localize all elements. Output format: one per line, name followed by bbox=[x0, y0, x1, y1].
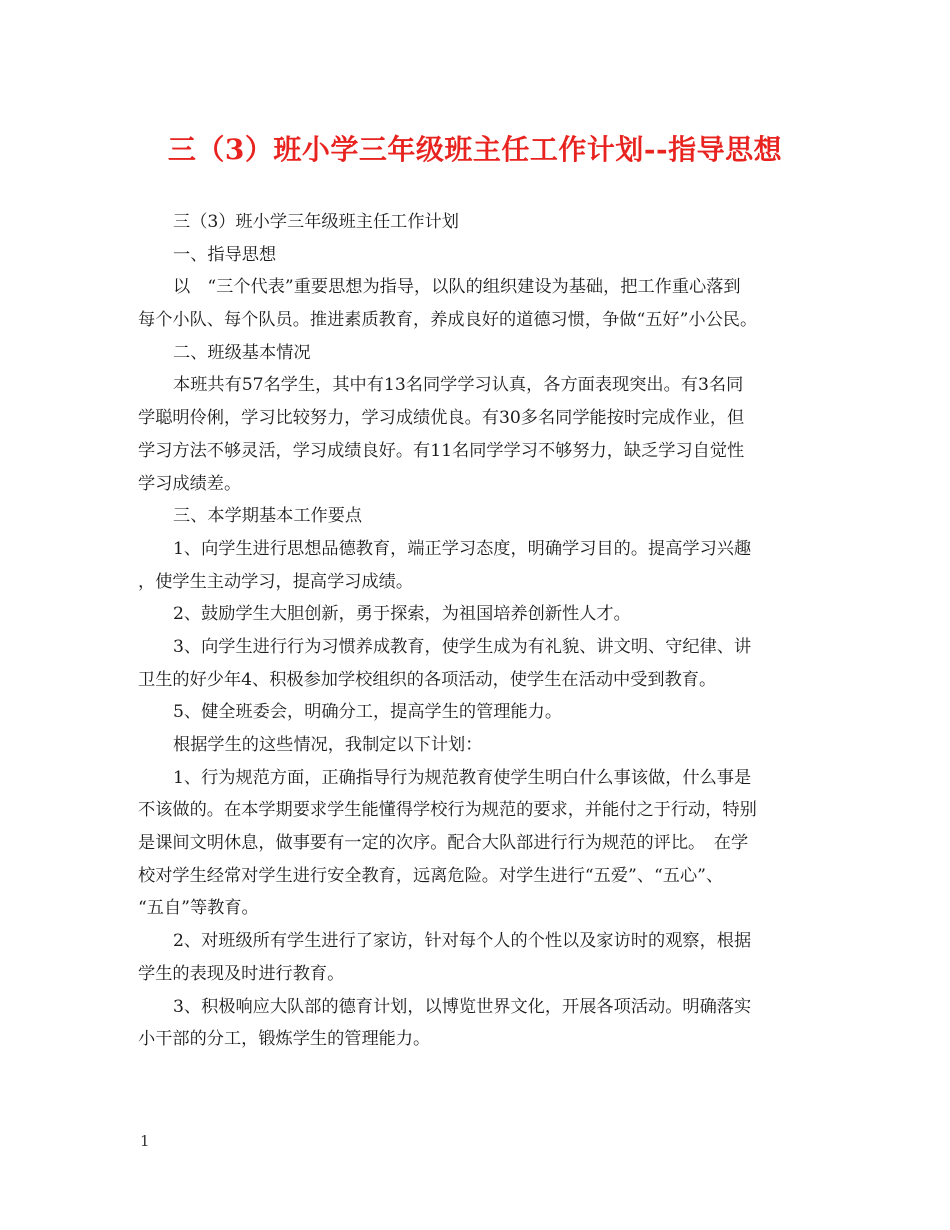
paragraph-line: 5、健全班委会，明确分工，提高学生的管理能力。 bbox=[173, 702, 563, 723]
paragraph-line: 小干部的分工，锻炼学生的管理能力。 bbox=[138, 1029, 431, 1050]
paragraph-line: 本班共有57名学生，其中有13名同学学习认真，各方面表现突出。有3名同 bbox=[173, 375, 744, 396]
paragraph-line: 每个小队、每个队员。推进素质教育，养成良好的道德习惯，争做“五好”小公民。 bbox=[138, 310, 758, 331]
paragraph-line: 以 “三个代表”重要思想为指导，以队的组织建设为基础，把工作重心落到 bbox=[173, 277, 741, 298]
paragraph-line: 学聪明伶俐，学习比较努力，学习成绩优良。有30多名同学能按时完成作业，但 bbox=[138, 408, 745, 429]
section-heading: 一、指导思想 bbox=[173, 244, 277, 265]
paragraph-line: ，使学生主动学习，提高学习成绩。 bbox=[138, 571, 414, 592]
paragraph-line: 校对学生经常对学生进行安全教育，远离危险。对学生进行“五爱”、“五心”、 bbox=[138, 865, 724, 886]
paragraph-line: “五自”等教育。 bbox=[138, 898, 259, 919]
paragraph-line: 学习成绩差。 bbox=[138, 473, 242, 494]
paragraph-line: 不该做的。在本学期要求学生能懂得学校行为规范的要求，并能付之于行动，特别 bbox=[138, 800, 757, 821]
document-body bbox=[138, 206, 818, 1056]
section-heading: 三、本学期基本工作要点 bbox=[173, 506, 363, 527]
document-title: 三（3）班小学三年级班主任工作计划--指导思想 bbox=[167, 133, 783, 166]
paragraph-line: 1、行为规范方面，正确指导行为规范教育使学生明白什么事该做，什么事是 bbox=[173, 767, 752, 788]
paragraph-line: 2、鼓励学生大胆创新，勇于探索，为祖国培养创新性人才。 bbox=[173, 604, 631, 625]
paragraph-line: 2、对班级所有学生进行了家访，针对每个人的个性以及家访时的观察，根据 bbox=[173, 931, 752, 952]
paragraph-line: 学习方法不够灵活，学习成绩良好。有11名同学学习不够努力，缺乏学习自觉性 bbox=[138, 440, 745, 461]
page-number: 1 bbox=[140, 1132, 150, 1150]
paragraph-line: 3、积极响应大队部的德育计划，以博览世界文化，开展各项活动。明确落实 bbox=[173, 996, 752, 1017]
paragraph-line: 学生的表现及时进行教育。 bbox=[138, 963, 345, 984]
section-heading: 二、班级基本情况 bbox=[173, 342, 311, 363]
paragraph-line: 三（3）班小学三年级班主任工作计划 bbox=[173, 212, 459, 232]
paragraph-line: 3、向学生进行行为习惯养成教育，使学生成为有礼貌、讲文明、守纪律、讲 bbox=[173, 636, 752, 657]
paragraph-line: 1、向学生进行思想品德教育，端正学习态度，明确学习目的。提高学习兴趣 bbox=[173, 538, 752, 559]
paragraph-line: 是课间文明休息，做事要有一定的次序。配合大队部进行行为规范的评比。 在学 bbox=[138, 833, 749, 854]
paragraph-line: 卫生的好少年4、积极参加学校组织的各项活动，使学生在活动中受到教育。 bbox=[138, 669, 717, 690]
paragraph-line: 根据学生的这些情况，我制定以下计划： bbox=[173, 735, 483, 755]
